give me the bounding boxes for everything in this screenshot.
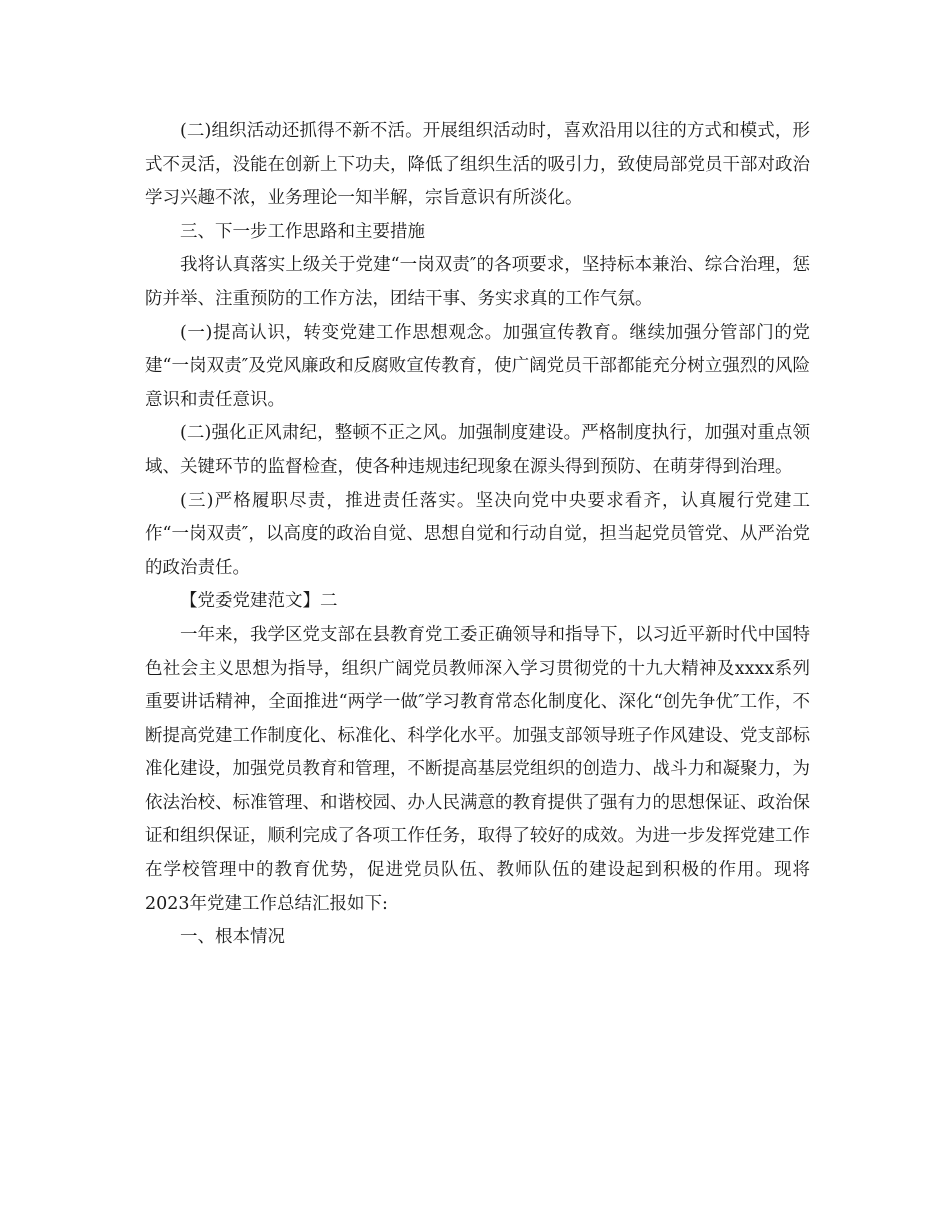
section-heading-basic-situation: 一、根本情况	[180, 927, 285, 948]
paragraph-measure-three: (三)严格履职尽责，推进责任落实。坚决向党中央要求看齐，认真履行党建工作“一岗双责″，以高度的政治自觉、思想自觉和行动自觉，担当起党员管党、从严治党的政治责任。	[145, 490, 810, 578]
paragraph-organization-activities: (二)组织活动还抓得不新不活。开展组织活动时，喜欢沿用以往的方式和模式，形式不灵活，没能在创新上下功夫，降低了组织生活的吸引力，致使局部党员干部对政治学习兴趣不浓，业务理论一知半解，宗旨意识有所淡化。	[145, 121, 810, 209]
section-heading-next-steps: 三、下一步工作思路和主要措施	[180, 221, 425, 242]
paragraph-measure-one: (一)提高认识，转变党建工作思想观念。加强宣传教育。继续加强分管部门的党建“一岗双责″及党风廉政和反腐败宣传教育，使广阔党员干部都能充分树立强烈的风险意识和责任意识。	[145, 322, 810, 410]
paragraph-implementation: 我将认真落实上级关于党建“一岗双责″的各项要求，坚持标本兼治、综合治理，惩防并举、注重预防的工作方法，团结干事、务实求真的工作气氛。	[145, 255, 810, 309]
document-body	[145, 115, 810, 955]
section-heading-sample-two: 【党委党建范文】二	[180, 591, 338, 612]
paragraph-measure-two: (二)强化正风肃纪，整顿不正之风。加强制度建设。严格制度执行，加强对重点领域、关键环节的监督检查，使各种违规违纪现象在源头得到预防、在萌芽得到治理。	[145, 423, 810, 477]
paragraph-annual-summary: 一年来，我学区党支部在县教育党工委正确领导和指导下，以习近平新时代中国特色社会主义思想为指导，组织广阔党员教师深入学习贯彻党的十九大精神及xxxx系列重要讲话精神，全面推进“两学一做″学习教育常态化制度化、深化“创先争优″工作，不断提高党建工作制度化、标准化、科学化水平。加强支部领导班子作风建设、党支部标准化建设，加强党员教育和管理，不断提高基层党组织的创造力、战斗力和凝聚力，为依法治校、标准管理、和谐校园、办人民满意的教育提供了强有力的思想保证、政治保证和组织保证，顺利完成了各项工作任务，取得了较好的成效。为进一步发挥党建工作在学校管理中的教育优势，促进党员队伍、教师队伍的建设起到积极的作用。现将2023年党建工作总结汇报如下:	[145, 624, 810, 914]
